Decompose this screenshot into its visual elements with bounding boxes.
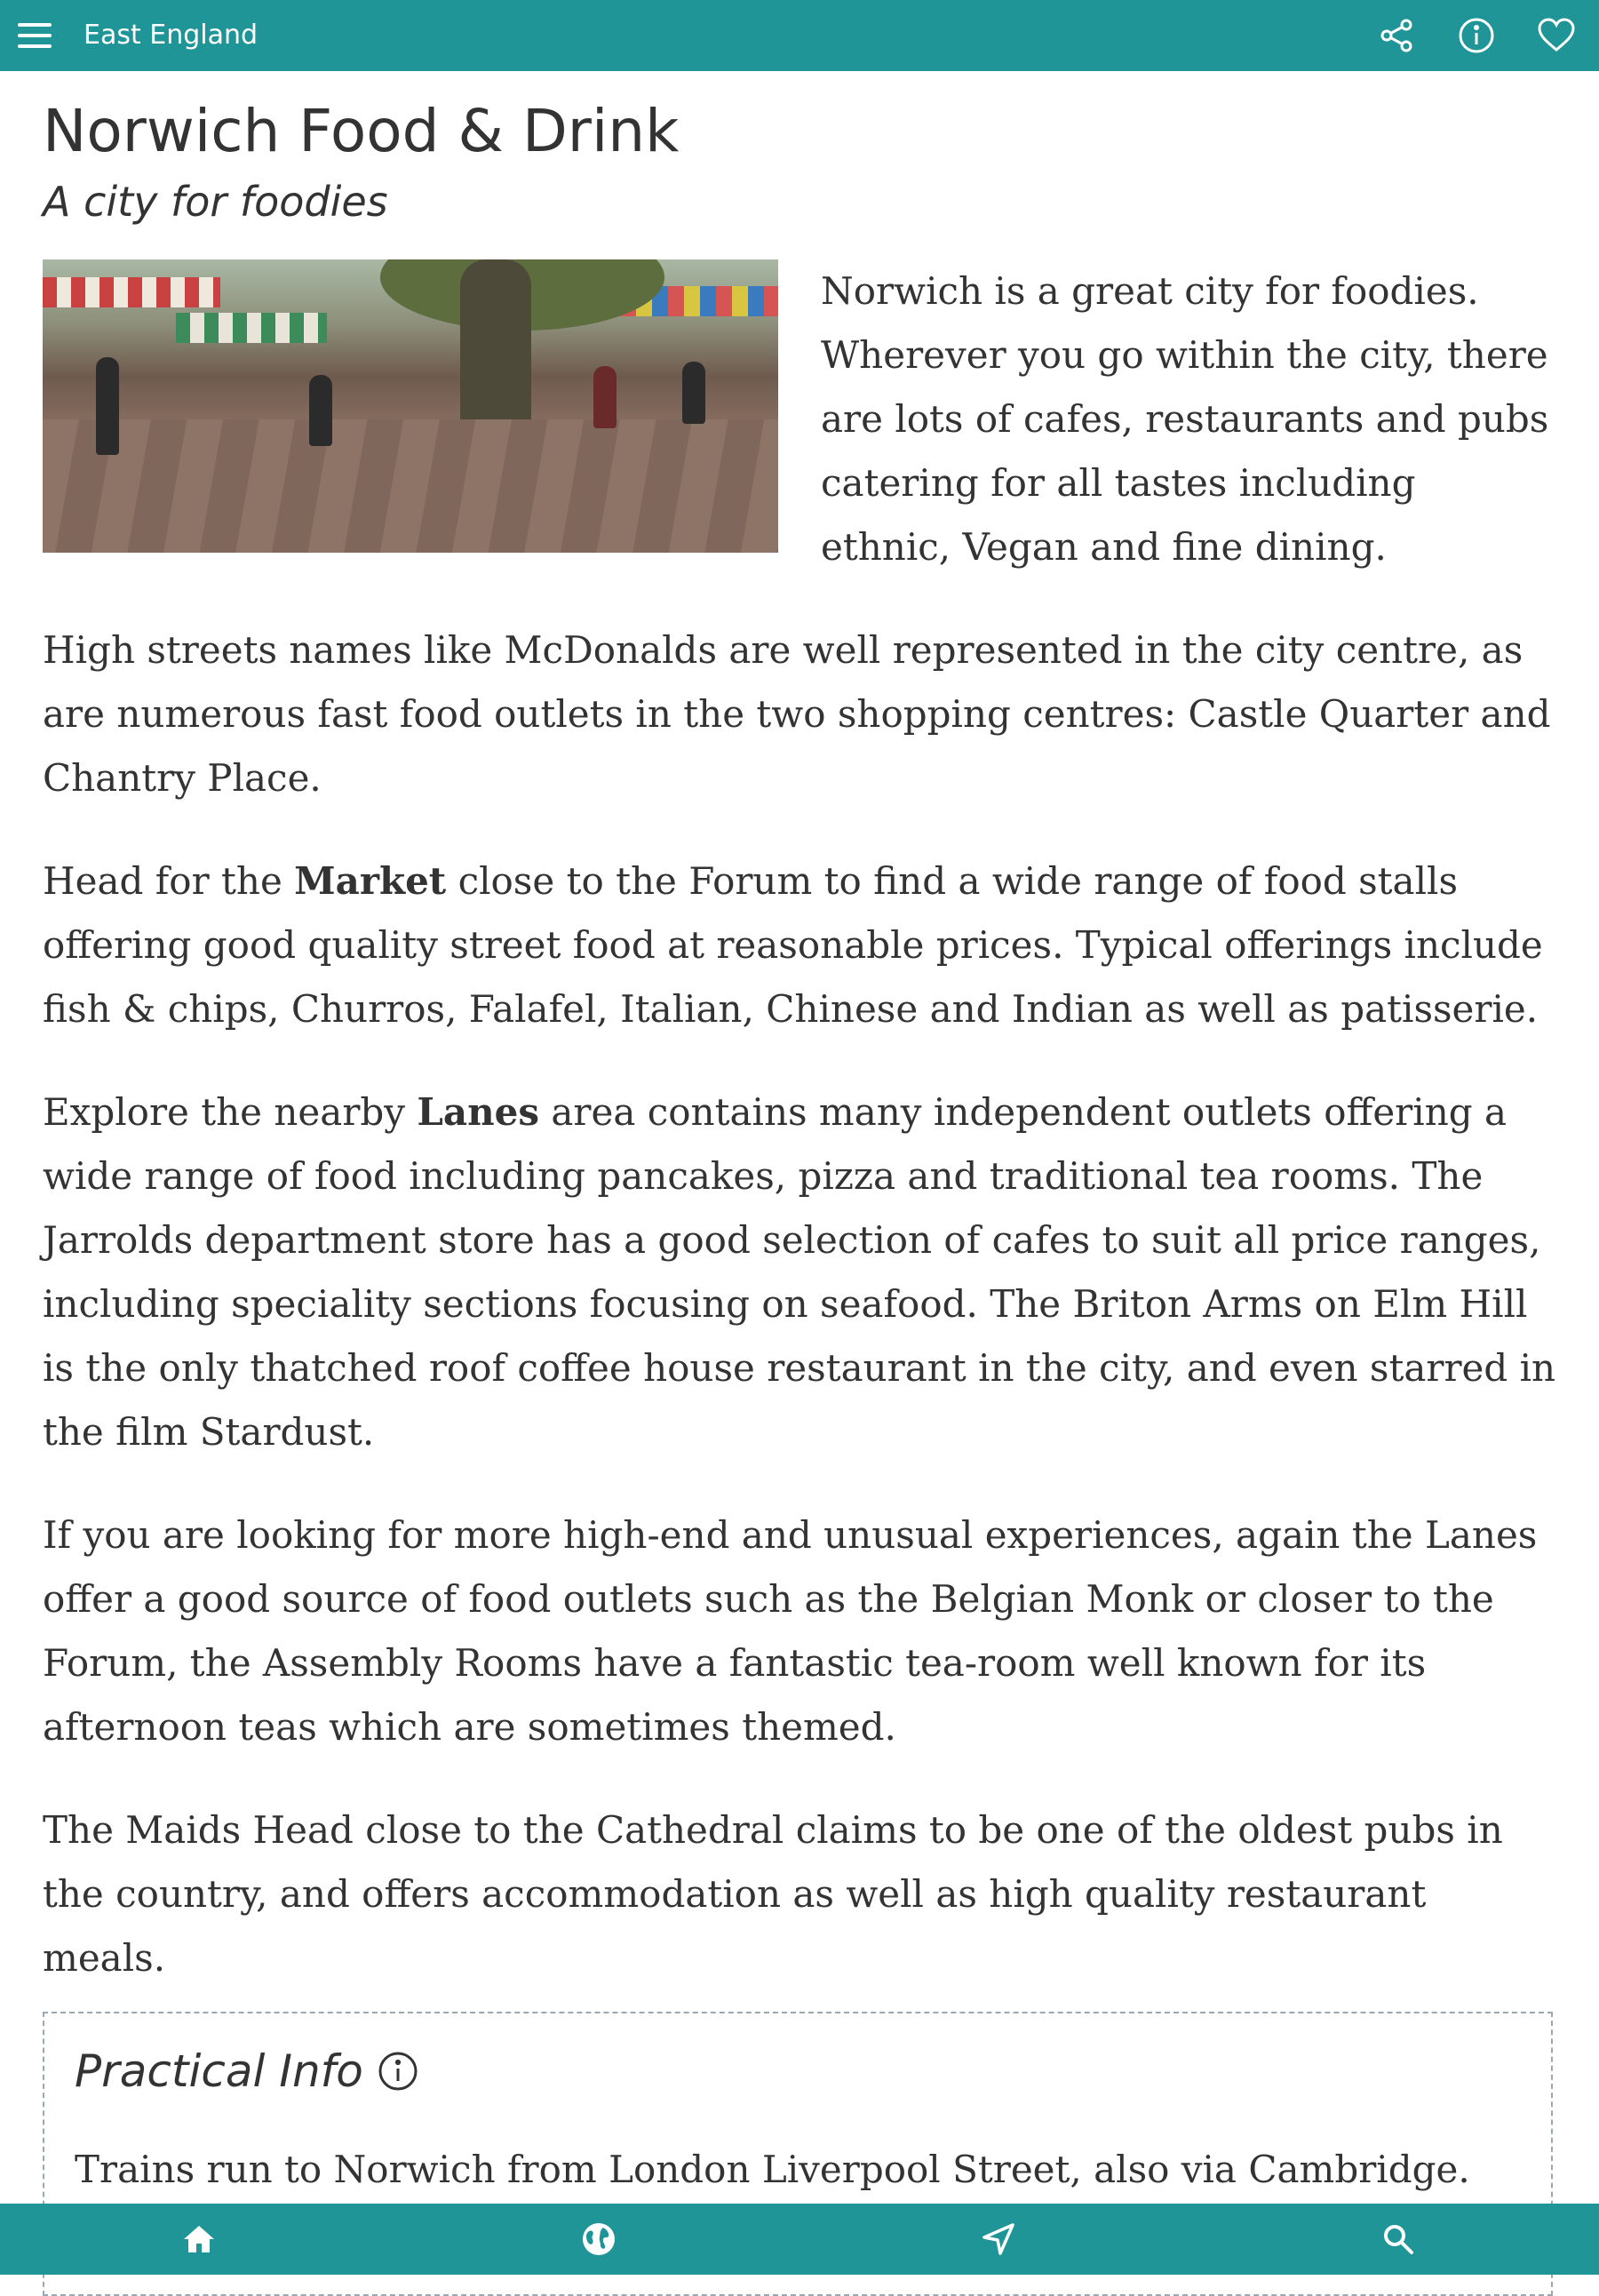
app-bar-title: East England <box>84 20 259 51</box>
share-icon <box>1379 18 1414 53</box>
article-content <box>43 89 1556 1990</box>
menu-icon[interactable] <box>18 20 53 52</box>
info-button[interactable] <box>1453 12 1500 59</box>
practical-info-heading: Practical Info <box>75 2040 418 2102</box>
page-subtitle: A city for foodies <box>43 178 388 226</box>
paragraph: If you are looking for more high-end and unusual experiences, again the Lanes offer a good source of food outlets such as the Belgian Monk or closer to the Forum, the Assembly Rooms have a fantastic tea-room well known for its afternoon teas which are sometimes themed. <box>43 1513 1538 1749</box>
navigation-arrow-icon <box>981 2221 1016 2257</box>
paragraph: Head for the Market close to the Forum to find a wide range of food stalls offering good quality street food at reasonable prices. Typical offerings include fish & chips, Churros, Falafel, Italian, Chinese and Indian as well as patisserie. <box>43 859 1543 1031</box>
favorite-button[interactable] <box>1533 12 1579 59</box>
bottom-navigation <box>0 2204 1599 2275</box>
paragraph: High streets names like McDonalds are well represented in the city centre, as are numerous fast food outlets in the two shopping centres: Castle Quarter and Chantry Place. <box>43 628 1551 800</box>
paragraph: The Maids Head close to the Cathedral claims to be one of the oldest pubs in the country, and offers accommodation as well as high quality restaurant meals. <box>43 1808 1503 1980</box>
heart-icon <box>1537 18 1576 53</box>
globe-icon <box>580 2220 617 2258</box>
page-title: Norwich Food & Drink <box>43 97 680 165</box>
market-photo <box>43 259 778 553</box>
market-highlight: Market <box>294 859 447 903</box>
nav-navigate-button[interactable] <box>975 2216 1022 2262</box>
share-button[interactable] <box>1373 12 1420 59</box>
lanes-highlight: Lanes <box>417 1090 540 1134</box>
nav-home-button[interactable] <box>176 2216 222 2262</box>
practical-info-text: Trains run to Norwich from London Liverpool Street, also via Cambridge. <box>75 2148 1470 2191</box>
top-app-bar <box>0 0 1599 71</box>
intro-paragraph: Norwich is a great city for foodies. Wherever you go within the city, there are lots of cafes, restaurants and pubs catering for all tastes including ethnic, Vegan and fine dining. <box>821 269 1549 569</box>
search-icon <box>1380 2221 1416 2257</box>
info-icon <box>1458 17 1495 54</box>
nav-search-button[interactable] <box>1375 2216 1421 2262</box>
home-icon <box>181 2221 217 2257</box>
nav-globe-button[interactable] <box>576 2216 622 2262</box>
info-icon[interactable] <box>378 2051 418 2092</box>
paragraph: Explore the nearby Lanes area contains many independent outlets offering a wide range of food including pancakes, pizza and traditional tea rooms. The Jarrolds department store has a good selection of cafes to suit all price ranges, including speciality sections focusing on seafood. The Briton Arms on Elm Hill is the only thatched roof coffee house restaurant in the city, and even starred in the film Stardust. <box>43 1090 1556 1454</box>
